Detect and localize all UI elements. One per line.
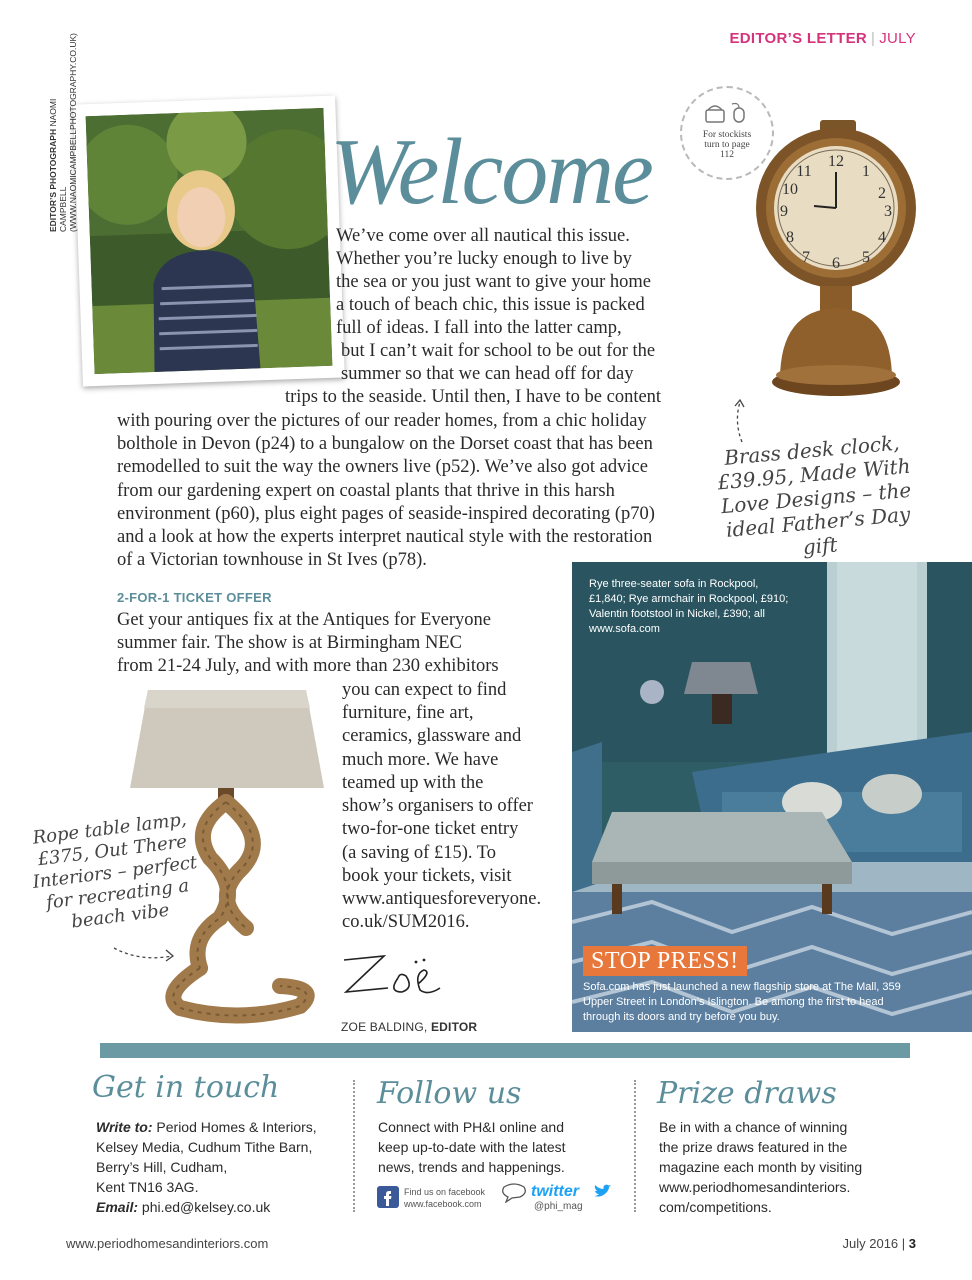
contact-text: Write to: Period Homes & Interiors, Kelsey Media, Cudhum Tithe Barn, Berry’s Hill, Cudham, Kent TN16 3AG. Email: phi.ed@kelsey.co.uk <box>96 1119 317 1215</box>
offer-line: show’s organisers to offer <box>342 796 533 816</box>
intro-line: but I can’t wait for school to be out for the <box>341 341 656 361</box>
offer-line: teamed up with the <box>342 773 484 793</box>
section-header: EDITOR’S LETTER | JULY <box>729 30 916 47</box>
badge-line-2: turn to page <box>704 140 750 150</box>
clock-caption: Brass desk clock, £39.95, Made With Love Designs – the ideal Father’s Day gift <box>716 430 913 560</box>
page-title: Welcome <box>330 120 652 224</box>
contact-title: Get in touch <box>92 1070 280 1105</box>
lamp-arrow <box>112 944 178 966</box>
offer-line: two-for-one ticket entry <box>342 819 519 839</box>
offer-line: (a saving of £15). To <box>342 843 497 863</box>
svg-text:9: 9 <box>780 203 788 220</box>
offer-heading: 2-FOR-1 TICKET OFFER <box>117 590 272 605</box>
editor-photo <box>73 96 345 387</box>
offer-line: from 21-24 July, and with more than 230 exhibitors <box>117 656 499 676</box>
section-month: JULY <box>879 30 916 47</box>
photo-credit: EDITOR’S PHOTOGRAPH NAOMI CAMPBELL (WWW.NAOMICAMPBELLPHOTOGRAPHY.CO.UK) <box>48 33 78 232</box>
editor-signature <box>336 948 446 1012</box>
prize-title: Prize draws <box>657 1076 837 1111</box>
svg-text:6: 6 <box>832 255 840 272</box>
svg-text:4: 4 <box>878 229 886 246</box>
intro-line: full of ideas. I fall into the latter camp, <box>336 318 622 338</box>
prize-text: Be in with a chance of winning the prize draws featured in the magazine each month by visiting www.periodhomesandinteriors. com/competitions. <box>659 1119 863 1215</box>
svg-text:10: 10 <box>782 181 798 198</box>
offer-line: Get your antiques fix at the Antiques for Everyone <box>117 610 492 630</box>
follow-title: Follow us <box>377 1076 522 1111</box>
offer-line: much more. We have <box>342 750 499 770</box>
contact-email[interactable]: phi.ed@kelsey.co.uk <box>141 1199 271 1215</box>
chat-bubble-icon <box>500 1183 528 1203</box>
svg-text:11: 11 <box>796 163 812 180</box>
intro-line: remodelled to suit the way the owners live (p52). We’ve also got advice <box>117 457 648 477</box>
lamp-caption: Rope table lamp, £375, Out There Interiors – perfect for recreating a beach vibe <box>31 808 199 933</box>
footer-url[interactable]: www.periodhomesandinteriors.com <box>66 1236 269 1251</box>
offer-line: you can expect to find <box>342 680 507 700</box>
facebook-icon[interactable] <box>377 1186 399 1208</box>
intro-line: a touch of beach chic, this issue is packed <box>336 295 645 315</box>
footer-date: July 2016 <box>842 1236 899 1251</box>
offer-line: www.antiquesforeveryone. <box>342 889 542 909</box>
svg-text:3: 3 <box>884 203 892 220</box>
facebook-link[interactable]: Find us on facebook www.facebook.com <box>404 1187 486 1209</box>
sofa-caption: Rye three-seater sofa in Rockpool, £1,840; Rye armchair in Rockpool, £910; Valentin footstool in Nickel, £390; all www.sofa.com <box>589 578 789 635</box>
offer-line: ceramics, glassware and <box>342 726 522 746</box>
clock-arrow <box>730 396 750 444</box>
intro-line: We’ve come over all nautical this issue. <box>336 226 630 246</box>
svg-text:8: 8 <box>786 229 794 246</box>
intro-line: from our gardening expert on coastal plants that thrive in this harsh <box>117 481 615 501</box>
column-divider <box>353 1080 355 1212</box>
intro-line: trips to the seaside. Until then, I have to be content <box>285 387 662 407</box>
svg-text:5: 5 <box>862 249 870 266</box>
follow-text: Connect with PH&I online and keep up-to-date with the latest news, trends and happenings. <box>378 1119 566 1175</box>
page-number: 3 <box>908 1236 916 1251</box>
intro-line: of a Victorian townhouse in St Ives (p78). <box>117 550 427 570</box>
intro-line: with pouring over the pictures of our reader homes, from a chic holiday <box>117 411 647 431</box>
twitter-handle[interactable]: @phi_mag <box>534 1201 583 1212</box>
signature-scrawl <box>336 948 446 1008</box>
offer-line: book your tickets, visit <box>342 866 512 886</box>
column-divider <box>634 1080 636 1212</box>
intro-line: bolthole in Devon (p24) to a bungalow on the Dorset coast that has been <box>117 434 653 454</box>
offer-line: summer fair. The show is at Birmingham NEC <box>117 633 462 653</box>
intro-line: and a look at how the experts interpret nautical style with the restoration <box>117 527 653 547</box>
section-label: EDITOR’S LETTER <box>729 30 868 47</box>
stop-press-label: STOP PRESS! <box>583 946 747 976</box>
stop-press-text: Sofa.com has just launched a new flagship store at The Mall, 359 Upper Street in London’s Islington. Be among the first to head through its doors and try before you buy. <box>583 981 901 1023</box>
badge-line-1: For stockists <box>702 130 752 140</box>
twitter-label[interactable]: twitter <box>531 1183 579 1200</box>
footer-page: July 2016 | 3 <box>842 1236 916 1251</box>
intro-line: Whether you’re lucky enough to live by <box>336 249 632 269</box>
offer-line: co.uk/SUM2016. <box>342 912 470 932</box>
brass-clock-image <box>740 120 940 420</box>
svg-text:7: 7 <box>802 249 810 266</box>
footer-band <box>100 1043 910 1058</box>
badge-page: 112 <box>720 150 734 160</box>
svg-text:2: 2 <box>878 185 886 202</box>
intro-line: the sea or you just want to give your home <box>336 272 651 292</box>
intro-line: summer so that we can head off for day <box>341 364 634 384</box>
offer-line: furniture, fine art, <box>342 703 474 723</box>
editor-name: ZOE BALDING, EDITOR <box>341 1020 478 1034</box>
svg-text:12: 12 <box>828 153 844 170</box>
svg-text:1: 1 <box>862 163 870 180</box>
intro-line: environment (p60), plus eight pages of seaside-inspired decorating (p70) <box>117 504 655 524</box>
twitter-bird-icon <box>593 1184 611 1199</box>
